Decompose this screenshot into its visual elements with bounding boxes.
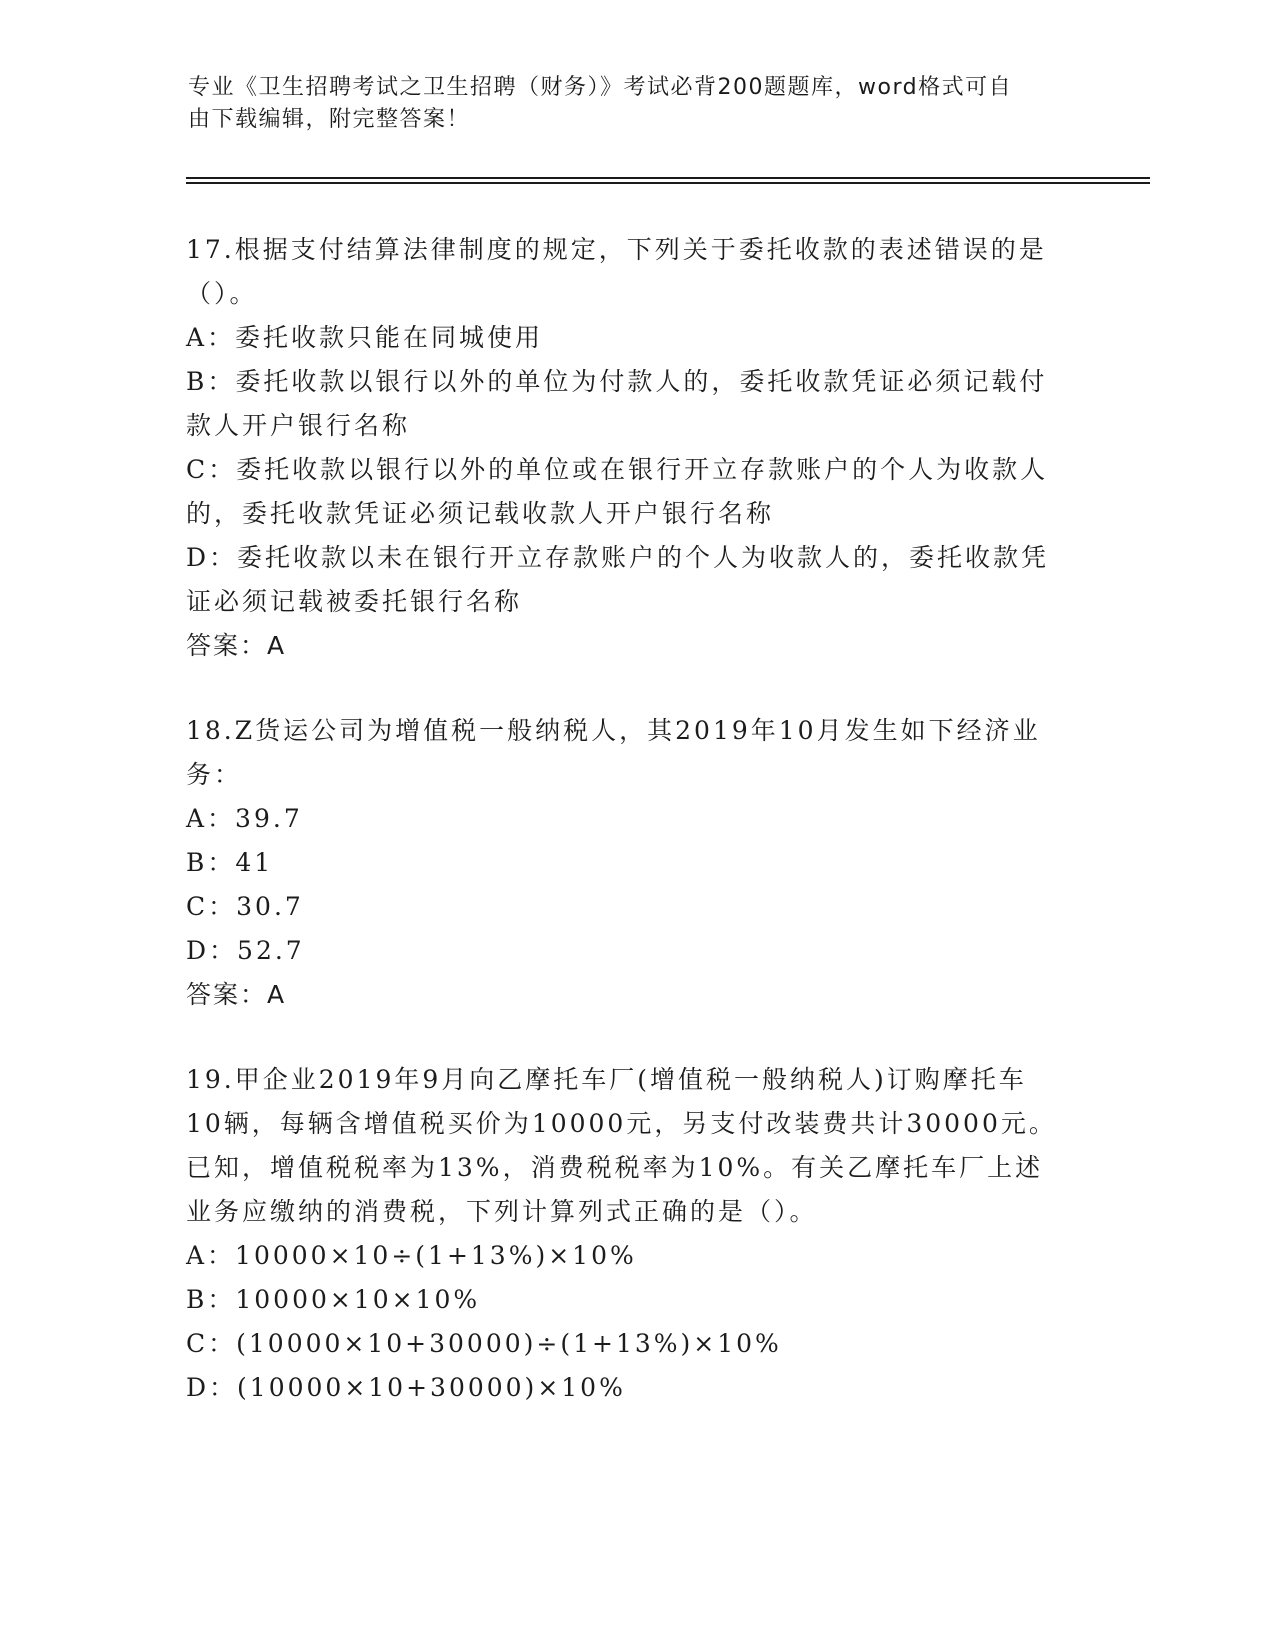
option-d-cont: 证必须记载被委托银行名称 xyxy=(186,587,523,616)
option-b: B：41 xyxy=(186,848,274,877)
option-b: B：委托收款以银行以外的单位为付款人的，委托收款凭证必须记载付 xyxy=(186,367,1048,396)
question-stem-line: （）。 xyxy=(186,279,258,308)
option-a: A：10000×10÷(1+13%)×10% xyxy=(186,1241,637,1270)
question-stem-line: 业务应缴纳的消费税，下列计算列式正确的是（）。 xyxy=(186,1197,818,1226)
option-a: A：委托收款只能在同城使用 xyxy=(186,323,544,352)
header-line-1: 专业《卫生招聘考试之卫生招聘（财务）》考试必背200题题库，word格式可自 xyxy=(188,75,1013,100)
document-header xyxy=(188,72,1068,136)
answer-label: 答案：A xyxy=(186,980,287,1009)
option-c: C：(10000×10+30000)÷(1+13%)×10% xyxy=(186,1329,782,1358)
header-line-2: 由下载编辑，附完整答案！ xyxy=(188,107,471,132)
question-stem-line: 已知，增值税税率为13%，消费税税率为10%。有关乙摩托车厂上述 xyxy=(186,1153,1044,1182)
option-c: C：委托收款以银行以外的单位或在银行开立存款账户的个人为收款人 xyxy=(186,455,1049,484)
question-stem-line: 10辆，每辆含增值税买价为10000元，另支付改装费共计30000元。 xyxy=(186,1109,1057,1138)
option-b: B：10000×10×10% xyxy=(186,1285,481,1314)
question-stem-line: 17.根据支付结算法律制度的规定，下列关于委托收款的表述错误的是 xyxy=(186,235,1047,264)
question-stem-line: 务： xyxy=(186,760,243,789)
header-divider-top xyxy=(186,177,1150,179)
option-d: D：52.7 xyxy=(186,936,305,965)
header-divider-bottom xyxy=(186,182,1150,184)
option-d: D：(10000×10+30000)×10% xyxy=(186,1373,626,1402)
answer-label: 答案：A xyxy=(186,631,287,660)
option-c: C：30.7 xyxy=(186,892,304,921)
option-b-cont: 款人开户银行名称 xyxy=(186,411,411,440)
question-stem-line: 19.甲企业2019年9月向乙摩托车厂(增值税一般纳税人)订购摩托车 xyxy=(186,1065,1027,1094)
option-c-cont: 的，委托收款凭证必须记载收款人开户银行名称 xyxy=(186,499,775,528)
question-stem-line: 18.Z货运公司为增值税一般纳税人，其2019年10月发生如下经济业 xyxy=(186,716,1041,745)
option-a: A：39.7 xyxy=(186,804,303,833)
option-d: D：委托收款以未在银行开立存款账户的个人为收款人的，委托收款凭 xyxy=(186,543,1050,572)
